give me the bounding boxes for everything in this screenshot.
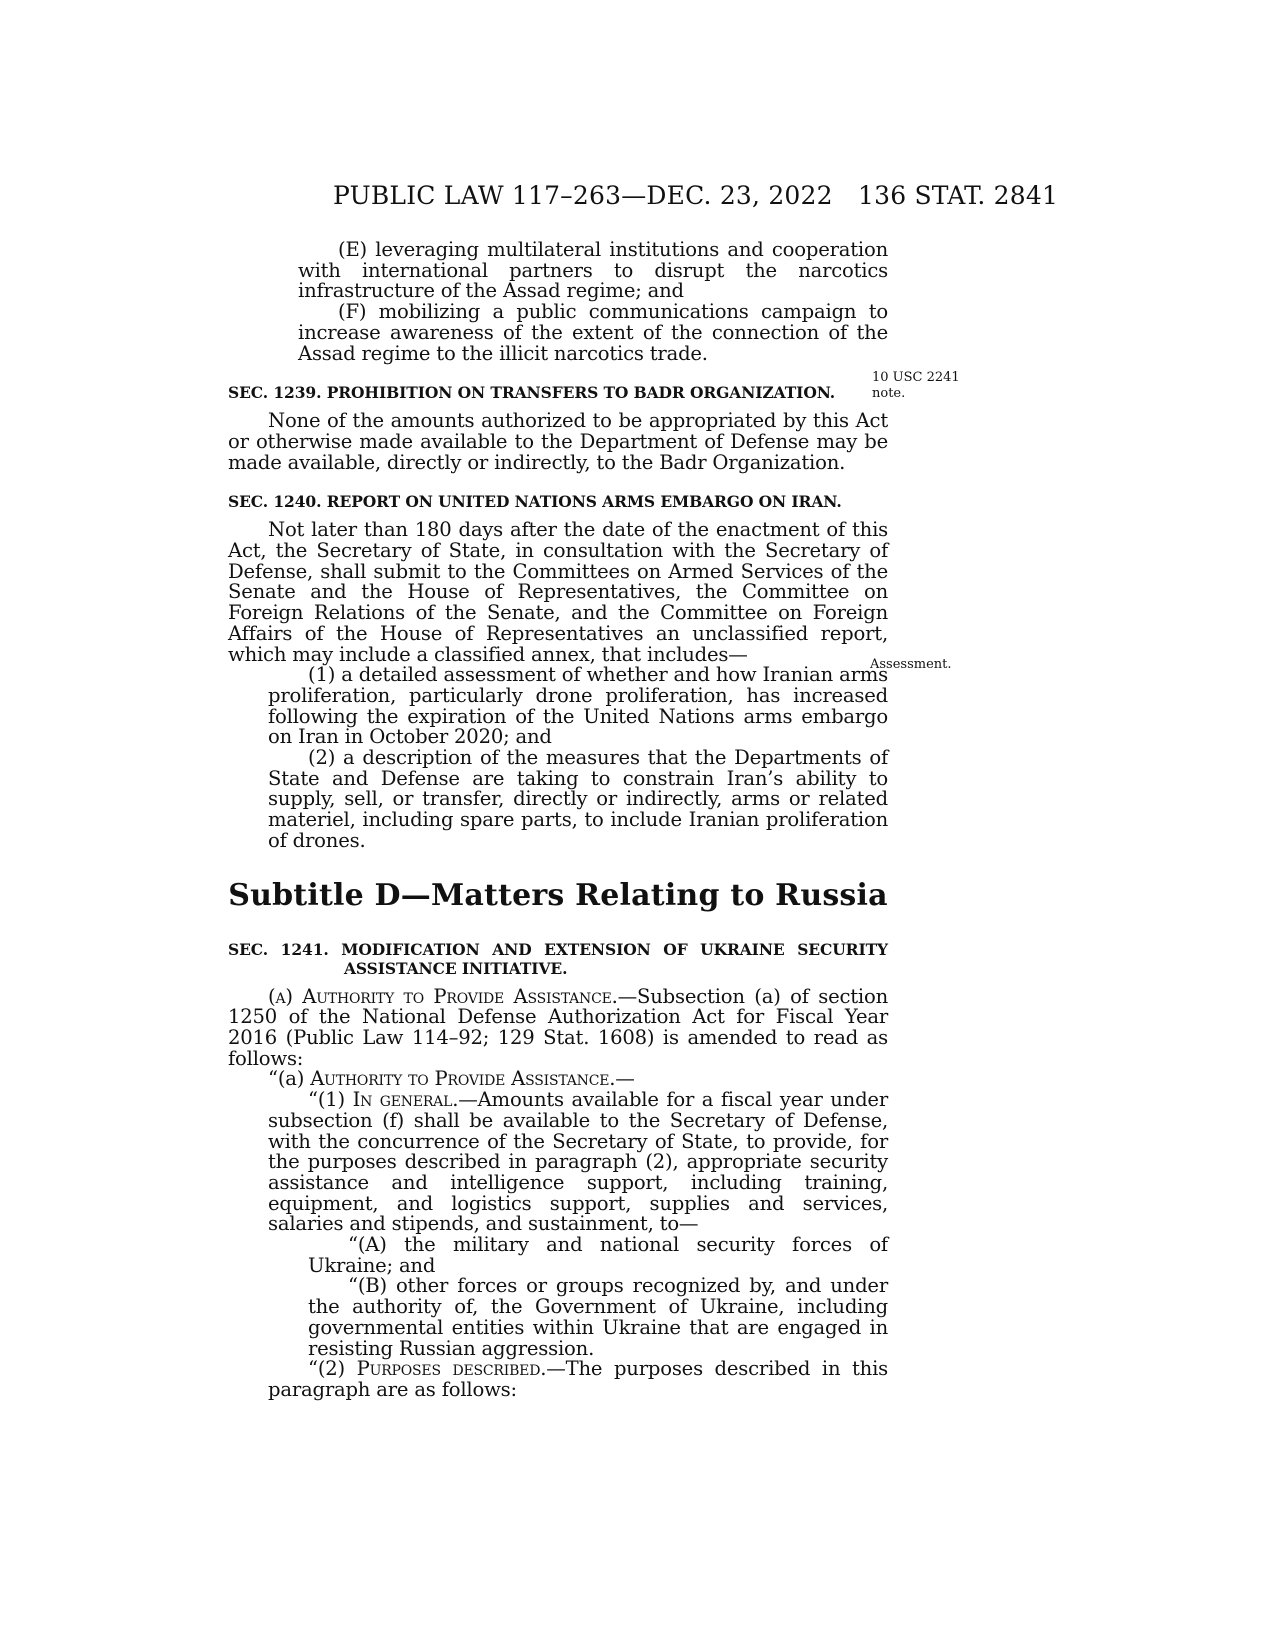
quoted-1-open: “(1) bbox=[308, 1088, 353, 1112]
quoted-paragraph-1 bbox=[228, 1090, 888, 1235]
quoted-2-label: Purposes described. bbox=[356, 1357, 547, 1381]
subsection-a-label: (a) Authority to Provide Assistance. bbox=[268, 984, 618, 1008]
section-1239-text: None of the amounts authorized to be appropriated by this Act or otherwise made available to the Department of Defense may be made available, directly or indirectly, to the Badr Organization. bbox=[228, 409, 888, 474]
subtitle-heading: Subtitle D—Matters Relating to Russia bbox=[228, 877, 888, 913]
section-1239-heading: SEC. 1239. PROHIBITION ON TRANSFERS TO BADR ORGANIZATION. bbox=[228, 383, 836, 403]
quoted-paragraph-2 bbox=[228, 1359, 888, 1400]
quoted-a-open: “(a) bbox=[268, 1067, 311, 1091]
quoted-a-dash: — bbox=[615, 1067, 635, 1091]
paragraph-2: (2) a description of the measures that the Departments of State and Defense are taking to constrain Iran’s ability to supply, sell, or transfer, directly or indirectly, arms or related materiel, including spare parts, to include Iranian proliferation of drones. bbox=[268, 746, 888, 852]
paragraph-1: (1) a detailed assessment of whether and how Iranian arms proliferation, particularly drone proliferation, has increased following the expiration of the United Nations arms embargo on Iran in October 2020; and bbox=[268, 663, 888, 749]
section-1240-heading: SEC. 1240. REPORT ON UNITED NATIONS ARMS EMBARGO ON IRAN. bbox=[228, 492, 842, 512]
page-header bbox=[0, 181, 1275, 215]
quoted-1-text: —Amounts available for a fiscal year under subsection (f) shall be available to the Secretary of Defense, with the concurrence of the Secretary of State, to provide, for the purposes described in paragraph (2), appropriate security assistance and intelligence support, including training, equipment, and logistics support, supplies and services, salaries and stipends, and sustainment, to— bbox=[268, 1088, 888, 1236]
paragraph-f: (F) mobilizing a public communications campaign to increase awareness of the extent of the connection of the Assad regime to the illicit narcotics trade. bbox=[298, 300, 888, 365]
subsection-a-amendment bbox=[228, 984, 888, 1070]
statute-page-number: 136 STAT. 2841 bbox=[858, 181, 1059, 210]
quoted-a-label: Authority to Provide Assistance. bbox=[310, 1067, 616, 1091]
quoted-subparagraph-B: “(B) other forces or groups recognized by, and under the authority of, the Government of Ukraine, including governmental entities within Ukraine that are engaged in resisting Russian aggression. bbox=[308, 1274, 888, 1360]
margin-note-usc-line2: note. bbox=[872, 386, 906, 401]
margin-note-usc-line1: 10 USC 2241 bbox=[872, 370, 960, 385]
document-body bbox=[228, 240, 888, 1401]
quoted-1-label: In general. bbox=[352, 1088, 459, 1112]
section-1240-text: Not later than 180 days after the date of the enactment of this Act, the Secretary of State, in consultation with the Secretary of Defense, shall submit to the Committees on Armed Services of the Senate and the House of Representatives, the Committee on Foreign Relations of the Senate, and the Committee on Foreign Affairs of the House of Representatives an unclassified report, which may include a classified annex, that includes— bbox=[228, 518, 888, 666]
quoted-subparagraph-A: “(A) the military and national security forces of Ukraine; and bbox=[308, 1233, 888, 1277]
margin-note-assessment: Assessment. bbox=[870, 657, 952, 672]
quoted-2-text: —The purposes described in this paragraph are as follows: bbox=[268, 1357, 889, 1401]
paragraph-e: (E) leveraging multilateral institutions and cooperation with international partners to disrupt the narcotics infrastructure of the Assad regime; and bbox=[298, 238, 888, 303]
running-head-title: PUBLIC LAW 117–263—DEC. 23, 2022 bbox=[333, 181, 833, 210]
quoted-subsection-a bbox=[228, 1069, 888, 1090]
section-1241-heading: SEC. 1241. MODIFICATION AND EXTENSION OF UKRAINE SECURITY ASSISTANCE INITIATIVE. bbox=[228, 939, 888, 978]
quoted-2-open: “(2) bbox=[308, 1357, 357, 1381]
subsection-a-text: —Subsection (a) of section 1250 of the National Defense Authorization Act for Fiscal Year 2016 (Public Law 114–92; 129 Stat. 1608) is amended to read as follows: bbox=[228, 984, 888, 1070]
